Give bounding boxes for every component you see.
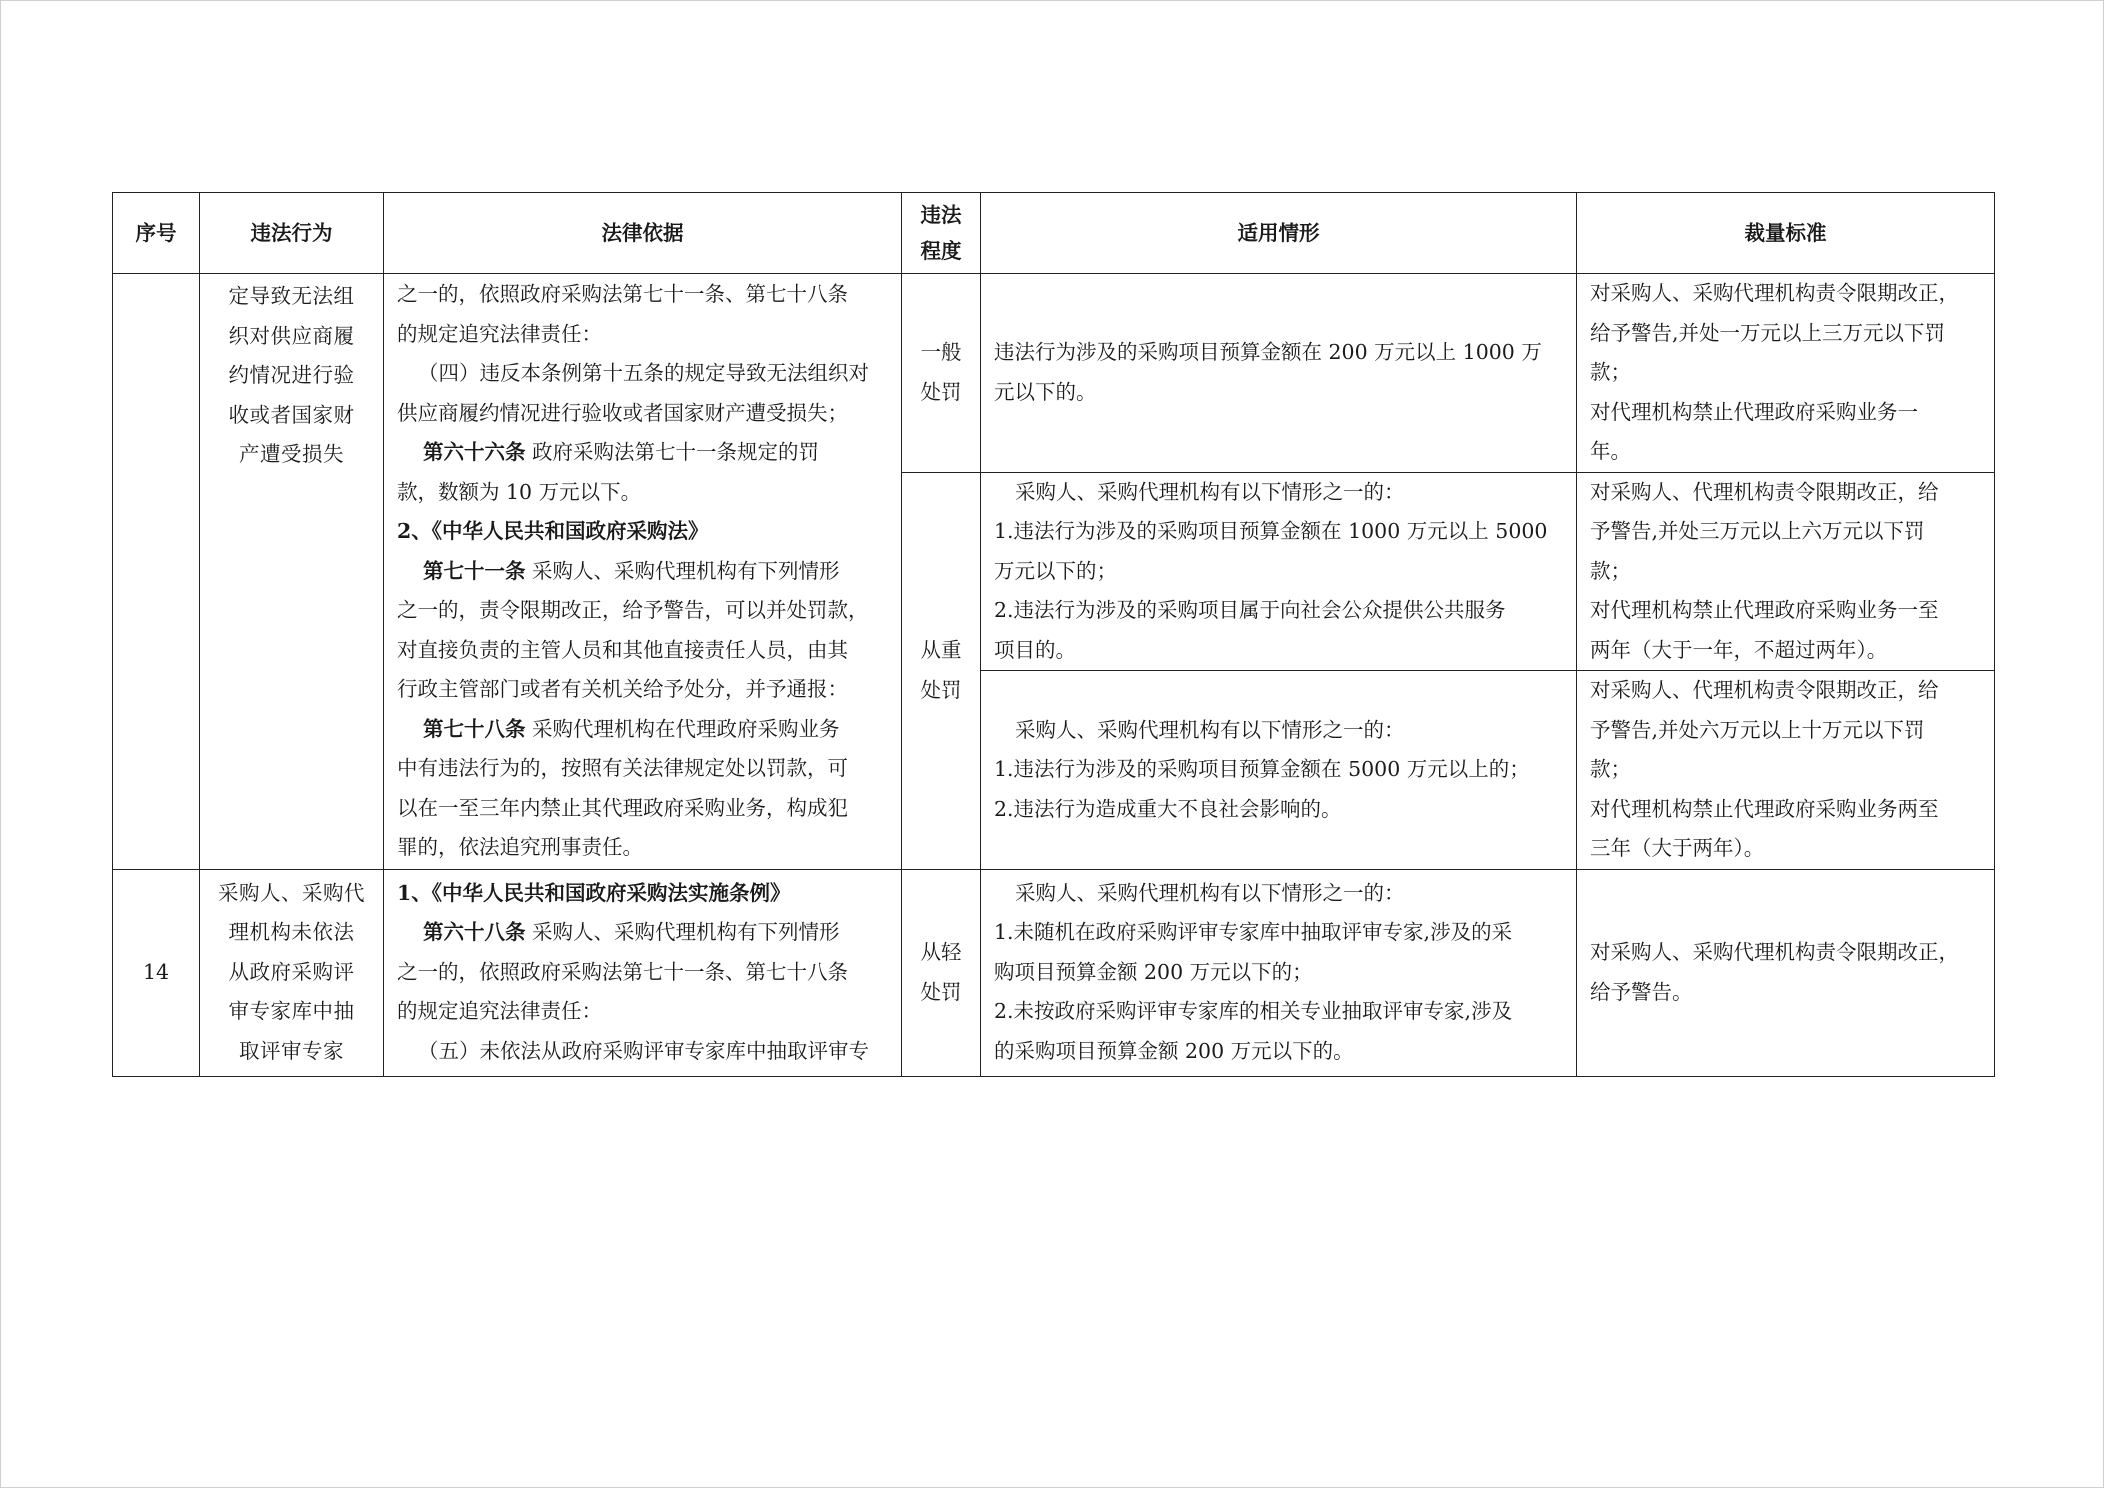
article-66-label: 第六十六条 xyxy=(423,440,526,464)
standard-line: 对采购人、采购代理机构责令限期改正， xyxy=(1590,940,1959,964)
situation-line: 1.未随机在政府采购评审专家库中抽取评审专家,涉及的采 xyxy=(994,920,1513,945)
row13-heavy-a-situation-cell xyxy=(981,472,1577,671)
degree-line: 处罚 xyxy=(920,677,962,702)
standard-line: 对代理机构禁止代理政府采购业务一至 xyxy=(1590,598,1939,622)
article-71-label: 第七十一条 xyxy=(423,558,526,583)
standard-line: 款； xyxy=(1590,360,1631,384)
situation-line: 采购人、采购代理机构有以下情形之一的： xyxy=(1015,479,1405,504)
row14-behavior-line: 理机构未依法 xyxy=(228,920,355,945)
basis-line xyxy=(397,913,888,953)
row13-heavy-b-standard-cell xyxy=(1577,671,1995,870)
table-row xyxy=(113,869,1995,1076)
article-78-text: 采购代理机构在代理政府采购业务 xyxy=(525,716,840,741)
standard-line: 对采购人、代理机构责令限期改正，给 xyxy=(1590,479,1939,504)
article-68-text: 采购人、采购代理机构有下列情形 xyxy=(525,920,840,945)
standard-line: 款； xyxy=(1590,558,1631,583)
standard-line: 两年（大于一年，不超过两年）。 xyxy=(1590,637,1888,662)
standard-line: 年。 xyxy=(1590,439,1631,463)
row13-behavior-line: 织对供应商履 xyxy=(228,323,355,348)
situation-line: 1.违法行为涉及的采购项目预算金额在 1000 万元以上 5000 xyxy=(994,519,1548,543)
header-situation: 适用情形 xyxy=(981,193,1577,274)
basis-line xyxy=(397,433,888,473)
row13-behavior-line: 收或者国家财 xyxy=(228,402,355,427)
row14-behavior-line: 审专家库中抽 xyxy=(228,999,355,1024)
article-66-text: 政府采购法第七十一条规定的罚 xyxy=(525,440,820,464)
situation-line: 元以下的。 xyxy=(994,379,1097,404)
basis-line: 中有违法行为的，按照有关法律规定处以罚款，可 xyxy=(397,756,848,780)
situation-line: 购项目预算金额 200 万元以下的； xyxy=(994,959,1313,984)
standard-line: 给予警告。 xyxy=(1590,979,1693,1004)
basis-line: （四）违反本条例第十五条的规定导致无法组织对 xyxy=(418,361,869,385)
law-title: 2、《中华人民共和国政府采购法》 xyxy=(397,519,709,543)
basis-line: 罪的，依法追究刑事责任。 xyxy=(397,835,643,859)
row14-behavior-line: 取评审专家 xyxy=(239,1038,344,1063)
row14-degree-cell xyxy=(902,869,981,1076)
row14-behavior-line: 采购人、采购代 xyxy=(218,880,365,905)
situation-line: 2.违法行为涉及的采购项目属于向社会公众提供公共服务 xyxy=(994,598,1506,622)
header-degree xyxy=(902,193,981,274)
row14-situation-cell xyxy=(981,869,1577,1076)
article-78-label: 第七十八条 xyxy=(423,716,526,741)
row13-general-degree-cell xyxy=(902,274,981,473)
standard-line: 对采购人、代理机构责令限期改正，给 xyxy=(1590,678,1939,702)
basis-line: 的规定追究法律责任： xyxy=(397,321,602,346)
degree-line: 从重 xyxy=(920,638,962,662)
basis-line: 以在一至三年内禁止其代理政府采购业务，构成犯 xyxy=(397,795,848,820)
header-basis: 法律依据 xyxy=(384,193,902,274)
article-71-text: 采购人、采购代理机构有下列情形 xyxy=(525,558,840,583)
header-seq: 序号 xyxy=(113,193,200,274)
row14-behavior-cell xyxy=(200,869,384,1076)
basis-line xyxy=(397,710,888,750)
table-row xyxy=(113,274,1995,473)
standard-line: 给予警告,并处一万元以上三万元以下罚 xyxy=(1590,320,1946,345)
basis-line: 之一的，依照政府采购法第七十一条、第七十八条 xyxy=(397,959,848,984)
basis-line: 款，数额为 10 万元以下。 xyxy=(397,479,642,504)
row13-basis-cell xyxy=(384,274,902,870)
basis-line xyxy=(397,552,888,592)
article-68-label: 第六十八条 xyxy=(423,920,526,945)
situation-line: 违法行为涉及的采购项目预算金额在 200 万元以上 1000 万 xyxy=(994,340,1542,365)
header-behavior: 违法行为 xyxy=(200,193,384,274)
situation-line: 项目的。 xyxy=(994,637,1076,662)
row14-seq-cell: 14 xyxy=(113,869,200,1076)
row14-standard-cell xyxy=(1577,869,1995,1076)
standard-line: 三年（大于两年）。 xyxy=(1590,836,1765,860)
row13-behavior-line: 定导致无法组 xyxy=(228,284,355,308)
situation-line: 2.违法行为造成重大不良社会影响的。 xyxy=(994,796,1342,821)
basis-line: 之一的，责令限期改正，给予警告，可以并处罚款， xyxy=(397,598,869,622)
discretion-standard-table xyxy=(112,192,1995,1077)
row13-behavior-cell xyxy=(200,274,384,870)
row14-behavior-line: 从政府采购评 xyxy=(228,959,355,984)
row14-basis-cell xyxy=(384,869,902,1076)
basis-line: （五）未依法从政府采购评审专家库中抽取评审专 xyxy=(418,1038,869,1063)
row13-heavy-degree-cell xyxy=(902,472,981,869)
situation-line: 采购人、采购代理机构有以下情形之一的： xyxy=(1015,717,1405,742)
row13-general-standard-cell xyxy=(1577,274,1995,473)
header-degree-line2: 程度 xyxy=(920,239,962,263)
degree-line: 从轻 xyxy=(920,940,962,964)
basis-line: 行政主管部门或者有关机关给予处分，并予通报： xyxy=(397,677,848,701)
row13-heavy-a-standard-cell xyxy=(1577,472,1995,671)
degree-line: 一般 xyxy=(920,340,962,365)
row13-seq-cell xyxy=(113,274,200,870)
row13-behavior-line: 产遭受损失 xyxy=(239,442,344,466)
situation-line: 的采购项目预算金额 200 万元以下的。 xyxy=(994,1038,1354,1063)
row13-heavy-b-situation-cell xyxy=(981,671,1577,870)
basis-line: 的规定追究法律责任： xyxy=(397,999,602,1024)
degree-line: 处罚 xyxy=(920,379,962,404)
standard-line: 款； xyxy=(1590,757,1631,781)
row13-general-situation-cell xyxy=(981,274,1577,473)
header-degree-line1: 违法 xyxy=(920,203,962,227)
standard-line: 对采购人、采购代理机构责令限期改正， xyxy=(1590,281,1959,305)
standard-line: 对代理机构禁止代理政府采购业务两至 xyxy=(1590,796,1939,821)
basis-line: 供应商履约情况进行验收或者国家财产遭受损失； xyxy=(397,400,848,425)
standard-line: 对代理机构禁止代理政府采购业务一 xyxy=(1590,399,1918,424)
standard-line: 予警告,并处六万元以上十万元以下罚 xyxy=(1590,717,1925,742)
basis-line: 之一的，依照政府采购法第七十一条、第七十八条 xyxy=(397,282,848,306)
row13-behavior-line: 约情况进行验 xyxy=(228,363,355,387)
table-header-row xyxy=(113,193,1995,274)
law-title: 1、《中华人民共和国政府采购法实施条例》 xyxy=(397,880,791,905)
degree-line: 处罚 xyxy=(920,979,962,1004)
standard-line: 予警告,并处三万元以上六万元以下罚 xyxy=(1590,519,1925,543)
basis-line: 对直接负责的主管人员和其他直接责任人员，由其 xyxy=(397,637,848,662)
situation-line: 万元以下的； xyxy=(994,558,1117,583)
situation-line: 采购人、采购代理机构有以下情形之一的： xyxy=(1015,880,1405,905)
header-standard: 裁量标准 xyxy=(1577,193,1995,274)
situation-line: 1.违法行为涉及的采购项目预算金额在 5000 万元以上的； xyxy=(994,757,1530,781)
situation-line: 2.未按政府采购评审专家库的相关专业抽取评审专家,涉及 xyxy=(994,999,1513,1024)
